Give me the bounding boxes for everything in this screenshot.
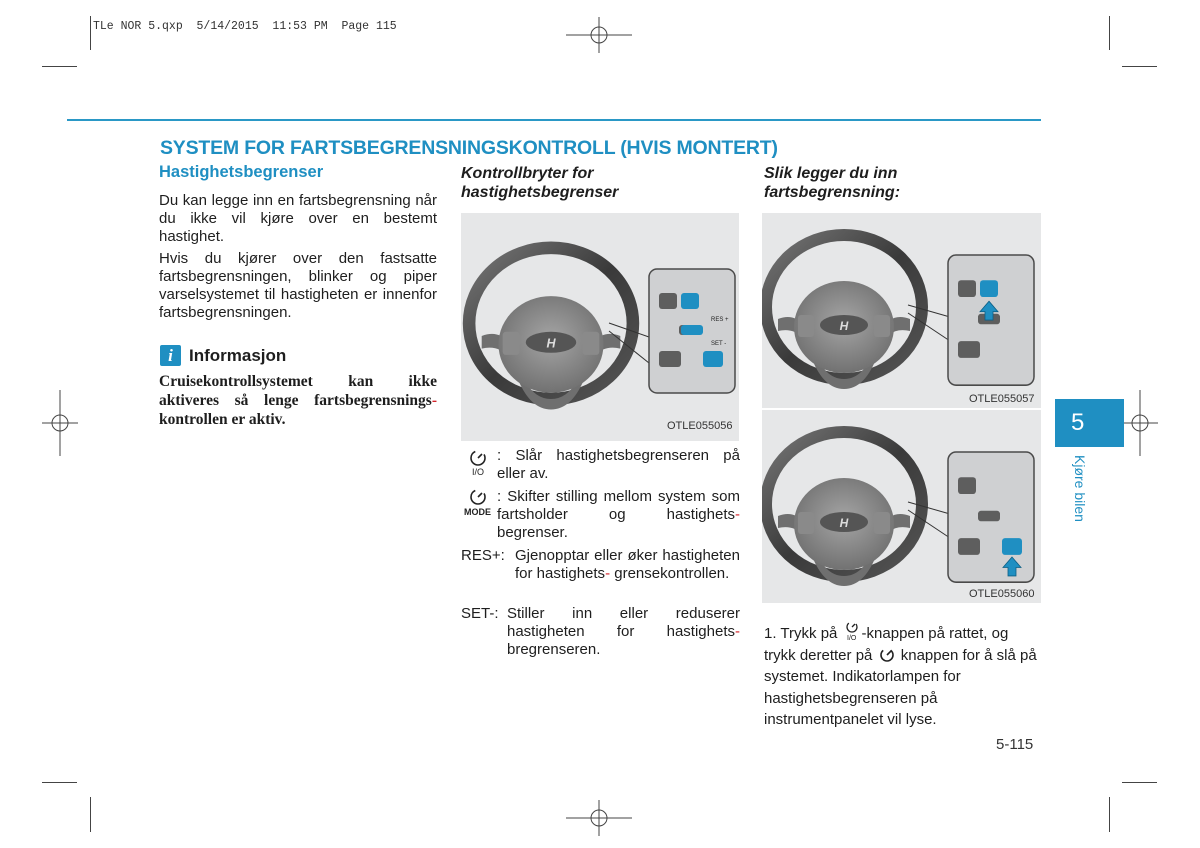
definition-term: RES+: — [461, 547, 505, 564]
soft-hyphen: - — [735, 623, 740, 640]
registration-mark-left — [42, 390, 78, 456]
definition-text: bregrenseren. — [507, 641, 601, 658]
definition-text: grensekontrollen. — [614, 565, 730, 582]
chapter-tab: 5 — [1055, 399, 1124, 447]
figure-step-1b — [762, 410, 1041, 603]
paragraph-2: Hvis du kjører over den fastsatte fartsbegrensningen, blinker og piper varselsystemet til hastigheten er innenfor fartsbegrensningen. — [159, 250, 437, 321]
paragraph-intro — [159, 192, 437, 246]
crop-mark — [1122, 782, 1157, 783]
info-title: Informasjon — [189, 345, 287, 365]
definition-text: : Skifter stilling mellom system som fartsholder og hastighets — [497, 488, 740, 523]
definition-body — [507, 605, 740, 659]
figure-caption: OTLE055056 — [667, 420, 733, 432]
figure-caption: OTLE055060 — [969, 588, 1035, 600]
crop-mark — [90, 16, 91, 50]
steering-wheel-illustration — [762, 213, 1041, 408]
page-number: 5-115 — [996, 736, 1034, 753]
chapter-label: Kjøre bilen — [1072, 455, 1088, 522]
info-text-part: Cruisekontrollsystemet kan ikke aktiveres så lenge fartsbegrensnings — [159, 373, 437, 409]
print-slug: TLe NOR 5.qxp 5/14/2015 11:53 PM Page 115 — [93, 20, 397, 33]
crop-mark — [42, 66, 77, 67]
set-label: SET - — [711, 341, 727, 347]
speed-limiter-mode-icon — [877, 646, 897, 664]
crop-mark — [90, 797, 91, 832]
heading-line: hastighetsbegrenser — [461, 184, 619, 201]
definition-body: : Slår hastighetsbegrenseren på eller av. — [497, 447, 740, 482]
paragraph-1: Du kan legge inn en fartsbegrensning når du ikke vil kjøre over en bestemt hastighet. — [159, 192, 437, 245]
crop-mark — [1122, 66, 1157, 67]
heading-line: Slik legger du inn — [764, 165, 898, 182]
heading-control-switch — [461, 164, 741, 202]
heading-how-to-set — [764, 164, 1044, 202]
soft-hyphen: - — [431, 392, 437, 409]
steering-wheel-illustration — [461, 213, 739, 441]
definition-body — [515, 547, 740, 583]
registration-mark-bottom — [566, 800, 632, 836]
definition-body — [497, 488, 740, 542]
definition-res — [461, 547, 740, 583]
speed-limiter-onoff-icon — [461, 447, 497, 479]
crop-mark — [42, 782, 77, 783]
section-title: SYSTEM FOR FARTSBEGRENSNINGSKONTROLL (HVIS MONTERT) — [160, 137, 778, 159]
heading-line: fartsbegrensning: — [764, 184, 901, 201]
registration-mark-top — [566, 17, 632, 53]
speed-limiter-onoff-icon — [842, 620, 862, 642]
icon-label: MODE — [464, 507, 491, 517]
definition-text: Stiller inn eller reduserer hastigheten for hastighets — [507, 605, 740, 640]
figure-caption: OTLE055057 — [969, 393, 1035, 405]
soft-hyphen: - — [605, 565, 611, 582]
registration-mark-right — [1122, 390, 1158, 456]
definition-onoff — [461, 447, 740, 483]
step-text: -knappen på rattet, og trykk deretter på — [764, 625, 1009, 664]
info-header — [160, 345, 286, 366]
figure-steering-wheel-controls — [461, 213, 739, 441]
heading-speed-limiter: Hastighetsbegrenser — [159, 163, 324, 181]
instruction-step-1 — [764, 620, 1041, 731]
icon-label: I/O — [846, 635, 856, 642]
step-text: knappen for å slå på systemet. Indikatorlampen for hastighetsbegrenseren på instrumentpanelet vil lyse. — [764, 646, 1037, 728]
crop-mark — [1109, 16, 1110, 50]
step-number: 1. — [764, 625, 777, 642]
soft-hyphen: - — [735, 506, 740, 523]
header-rule — [67, 119, 1041, 121]
definition-mode — [461, 488, 740, 542]
definition-text: begrenser. — [497, 524, 568, 541]
figure-step-1a — [762, 213, 1041, 408]
speed-limiter-mode-icon — [461, 488, 497, 520]
definition-text: Gjenopptar eller øker hastigheten for hastighets — [515, 547, 740, 582]
steering-wheel-illustration — [762, 410, 1041, 603]
res-label: RES + — [711, 317, 729, 323]
paragraph-warning — [159, 250, 437, 322]
info-text — [159, 372, 437, 429]
heading-line: Kontrollbryter for — [461, 165, 594, 182]
icon-label: I/O — [472, 467, 485, 477]
info-icon: i — [160, 345, 181, 366]
info-text-part: kontrollen er aktiv. — [159, 411, 286, 428]
step-text: Trykk på — [780, 625, 838, 642]
definition-term: SET-: — [461, 605, 499, 622]
definition-set — [461, 605, 740, 659]
crop-mark — [1109, 797, 1110, 832]
